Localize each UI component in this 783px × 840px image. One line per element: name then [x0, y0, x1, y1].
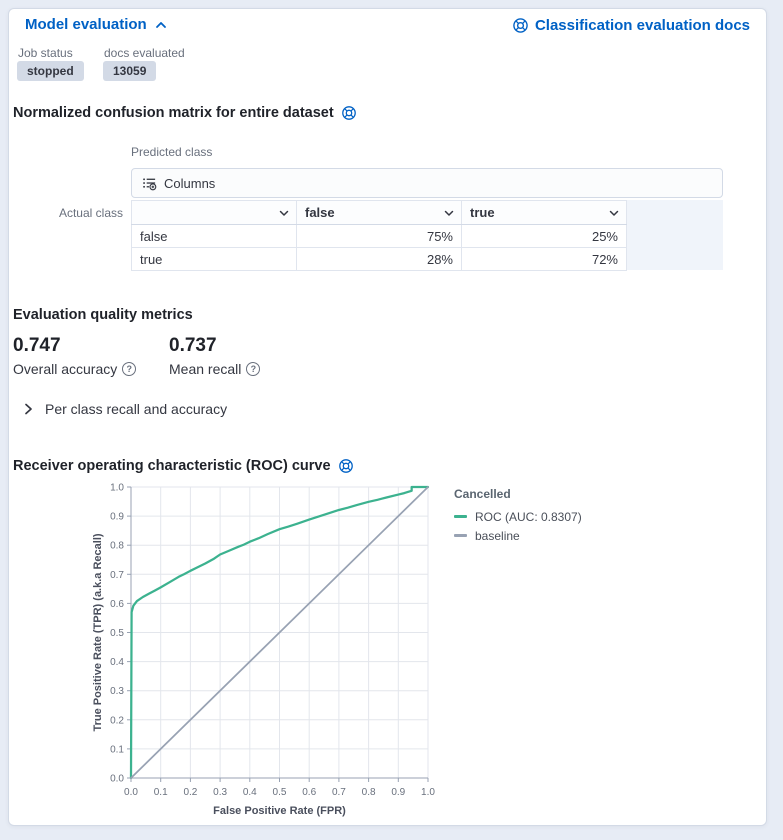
svg-text:0.1: 0.1 — [110, 744, 124, 756]
matrix-col-header-true[interactable]: true — [462, 201, 627, 225]
chevron-down-icon — [608, 207, 620, 219]
matrix-row-label: true — [132, 248, 297, 271]
matrix-cell: 72% — [462, 248, 627, 271]
svg-text:0.3: 0.3 — [110, 686, 124, 698]
classification-docs-link[interactable] — [512, 17, 750, 34]
chevron-right-icon — [21, 402, 35, 416]
svg-text:0.0: 0.0 — [110, 773, 124, 785]
model-evaluation-toggle[interactable] — [25, 16, 168, 33]
docs-link-label: Classification evaluation docs — [534, 17, 750, 34]
mean-recall-value: 0.737 — [169, 335, 217, 356]
legend-line-swatch — [454, 515, 467, 518]
svg-text:0.6: 0.6 — [110, 598, 124, 610]
confusion-matrix-heading: Normalized confusion matrix for entire dataset — [13, 105, 357, 121]
columns-button-label: Columns — [164, 175, 216, 191]
job-status-badge: stopped — [17, 61, 84, 81]
metrics-heading: Evaluation quality metrics — [13, 307, 193, 323]
roc-heading: Receiver operating characteristic (ROC) curve — [13, 458, 354, 474]
svg-text:0.8: 0.8 — [110, 540, 124, 552]
svg-text:0.7: 0.7 — [331, 787, 346, 798]
docs-evaluated-badge: 13059 — [103, 61, 156, 81]
legend-item-roc[interactable]: ROC (AUC: 0.8307) — [454, 507, 754, 526]
per-class-accordion-toggle[interactable] — [21, 401, 227, 417]
columns-button[interactable] — [131, 168, 723, 198]
matrix-row-label: false — [132, 225, 297, 248]
help-ring-icon[interactable] — [338, 458, 354, 474]
svg-text:0.5: 0.5 — [272, 787, 287, 798]
svg-text:0.5: 0.5 — [110, 628, 124, 639]
per-class-accordion-label: Per class recall and accuracy — [45, 401, 228, 417]
help-ring-icon[interactable] — [341, 105, 357, 121]
svg-text:0.2: 0.2 — [183, 787, 198, 798]
question-circle-icon[interactable] — [122, 362, 136, 376]
svg-text:0.0: 0.0 — [124, 787, 138, 798]
chevron-down-icon — [443, 207, 455, 219]
roc-chart-svg — [87, 479, 439, 829]
svg-text:1.0: 1.0 — [110, 482, 124, 494]
matrix-corner-header[interactable] — [132, 201, 297, 225]
model-evaluation-panel — [8, 8, 767, 826]
docs-evaluated-label: docs evaluated — [104, 46, 185, 60]
svg-text:0.6: 0.6 — [302, 787, 317, 798]
columns-icon — [142, 176, 157, 191]
svg-text:0.2: 0.2 — [110, 715, 124, 727]
actual-class-label: Actual class — [58, 206, 123, 220]
svg-text:0.1: 0.1 — [153, 787, 168, 798]
confusion-matrix-table — [131, 200, 627, 271]
overall-accuracy-label: Overall accuracy ? — [13, 361, 136, 377]
roc-legend — [454, 487, 754, 545]
help-ring-icon — [512, 17, 529, 34]
svg-text:0.9: 0.9 — [391, 787, 406, 798]
svg-text:0.4: 0.4 — [242, 787, 257, 798]
mean-recall-label: Mean recall ? — [169, 361, 260, 377]
matrix-header-row — [132, 201, 627, 225]
chevron-down-icon — [278, 207, 290, 219]
predicted-class-label: Predicted class — [131, 145, 213, 159]
matrix-cell: 25% — [462, 225, 627, 248]
svg-text:0.4: 0.4 — [110, 657, 124, 669]
question-circle-icon[interactable] — [246, 362, 260, 376]
roc-chart — [87, 479, 439, 829]
overall-accuracy-value: 0.747 — [13, 335, 61, 356]
legend-title: Cancelled — [454, 487, 511, 501]
svg-text:0.8: 0.8 — [361, 787, 376, 798]
svg-text:False Positive Rate (FPR): False Positive Rate (FPR) — [213, 805, 346, 817]
legend-line-swatch — [454, 534, 467, 537]
legend-item-baseline[interactable]: baseline — [454, 526, 754, 545]
matrix-cell: 28% — [297, 248, 462, 271]
job-status-label: Job status — [18, 46, 73, 60]
svg-text:True Positive Rate (TPR) (a.k.: True Positive Rate (TPR) (a.k.a Recall) — [92, 533, 104, 732]
svg-text:1.0: 1.0 — [421, 787, 435, 798]
matrix-cell: 75% — [297, 225, 462, 248]
chevron-up-icon — [154, 18, 168, 32]
svg-text:0.9: 0.9 — [110, 511, 124, 523]
matrix-row-false — [132, 225, 627, 248]
panel-title: Model evaluation — [25, 16, 147, 33]
svg-text:0.7: 0.7 — [110, 569, 124, 581]
svg-text:0.3: 0.3 — [213, 787, 228, 798]
matrix-row-true — [132, 248, 627, 271]
matrix-col-header-false[interactable]: false — [297, 201, 462, 225]
